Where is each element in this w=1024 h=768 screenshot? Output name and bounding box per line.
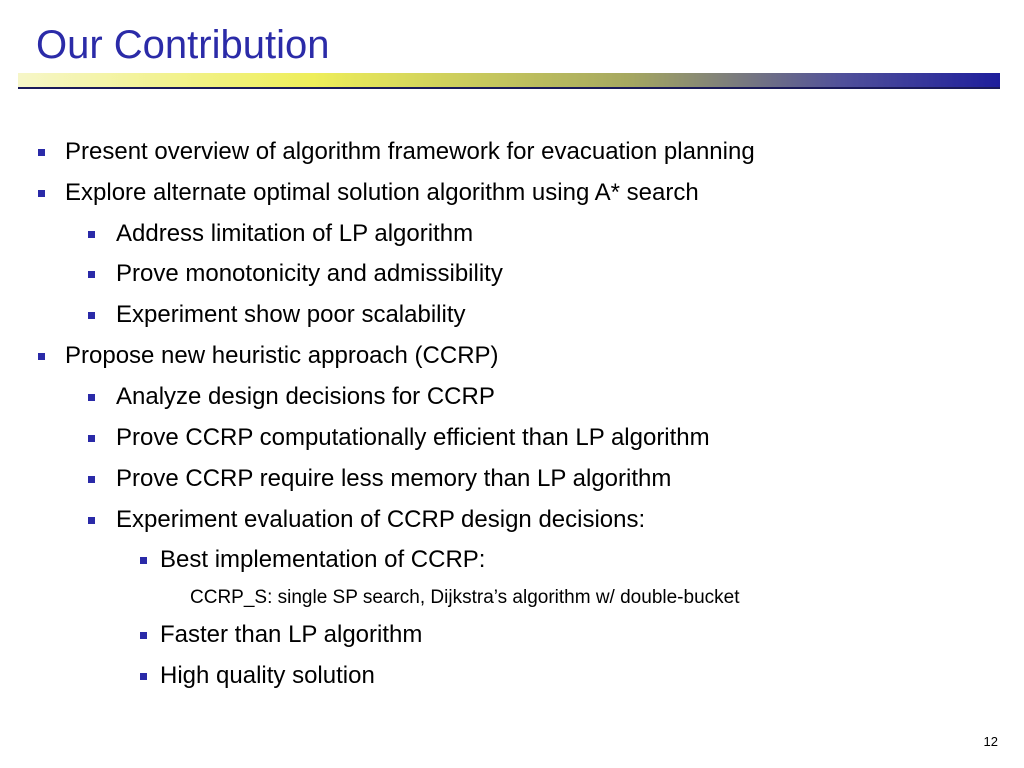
- bullet-text: Explore alternate optimal solution algorithm using A* search: [65, 179, 699, 206]
- square-bullet-icon: [140, 673, 147, 680]
- square-bullet-icon: [88, 231, 95, 238]
- sub-bullet-text: Experiment show poor scalability: [116, 301, 466, 328]
- slide-title: Our Contribution: [36, 23, 330, 67]
- detail-text: CCRP_S: single SP search, Dijkstra’s algorithm w/ double-bucket: [190, 587, 740, 608]
- sub-bullet-text: Prove CCRP computationally efficient than LP algorithm: [116, 424, 710, 451]
- title-divider-bar: [18, 73, 1000, 89]
- bullet-text: Present overview of algorithm framework for evacuation planning: [65, 138, 755, 165]
- square-bullet-icon: [88, 435, 95, 442]
- sub-sub-bullet-text: Best implementation of CCRP:: [160, 546, 486, 573]
- sub-bullet-text: Prove monotonicity and admissibility: [116, 260, 503, 287]
- square-bullet-icon: [140, 557, 147, 564]
- sub-bullet-text: Analyze design decisions for CCRP: [116, 383, 495, 410]
- square-bullet-icon: [88, 271, 95, 278]
- sub-bullet-text: Prove CCRP require less memory than LP algorithm: [116, 465, 672, 492]
- square-bullet-icon: [140, 632, 147, 639]
- square-bullet-icon: [88, 394, 95, 401]
- square-bullet-icon: [88, 517, 95, 524]
- bullet-text: Propose new heuristic approach (CCRP): [65, 342, 499, 369]
- page-number: 12: [983, 734, 998, 749]
- square-bullet-icon: [38, 190, 45, 197]
- square-bullet-icon: [88, 476, 95, 483]
- square-bullet-icon: [88, 312, 95, 319]
- square-bullet-icon: [38, 149, 45, 156]
- sub-bullet-text: Address limitation of LP algorithm: [116, 220, 474, 247]
- sub-bullet-text: Experiment evaluation of CCRP design decisions:: [116, 506, 646, 533]
- sub-sub-bullet-text: Faster than LP algorithm: [160, 621, 423, 648]
- sub-sub-bullet-text: High quality solution: [160, 662, 375, 689]
- square-bullet-icon: [38, 353, 45, 360]
